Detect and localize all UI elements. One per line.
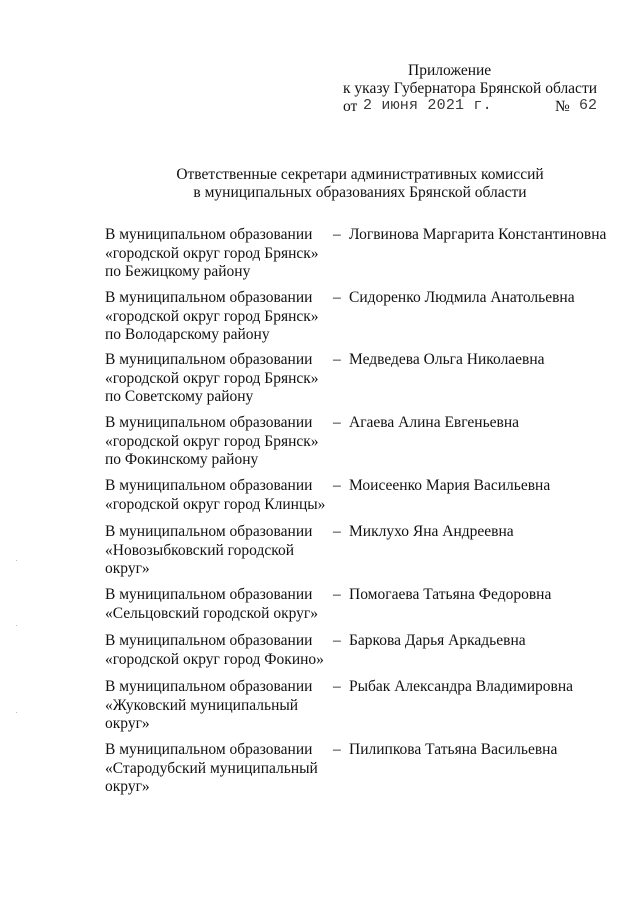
- municipality-line: «Жуковский муниципальный: [105, 696, 299, 714]
- municipality-line: В муниципальном образовании: [105, 477, 313, 494]
- municipality-line: В муниципальном образовании: [105, 523, 313, 540]
- municipality-line: «городской округ город Клинцы»: [105, 495, 326, 513]
- municipality-line: по Володарскому району: [105, 326, 270, 343]
- number-label: №: [555, 98, 570, 115]
- municipality-line: «городской округ город Брянск»: [105, 369, 319, 387]
- dash-separator: –: [333, 523, 341, 540]
- municipality-line: «Сельцовский городской округ»: [105, 604, 318, 622]
- municipality-line: «Стародубский муниципальный: [105, 759, 318, 777]
- municipality-description: [105, 523, 330, 579]
- municipality-line: по Советскому району: [105, 388, 254, 405]
- municipality-line: округ»: [105, 778, 150, 795]
- municipality-line: «Новозыбковский городской: [105, 541, 295, 559]
- appendix-decree-reference: к указу Губернатора Брянской области: [343, 80, 598, 97]
- secretary-name: Агаева Алина Евгеньевна: [349, 414, 520, 431]
- secretary-name-cell: [333, 289, 575, 308]
- secretary-name-cell: [333, 678, 573, 697]
- municipality-line: В муниципальном образовании: [105, 586, 313, 603]
- appendix-title: Приложение: [408, 62, 492, 79]
- scan-edge-mark: [16, 560, 17, 561]
- appendix-header: [343, 62, 603, 116]
- from-label: от: [343, 98, 358, 115]
- secretary-name: Медведева Ольга Николаевна: [349, 351, 545, 368]
- dash-separator: –: [333, 414, 341, 431]
- municipality-line: В муниципальном образовании: [105, 741, 313, 758]
- municipality-description: [105, 586, 330, 623]
- municipality-description: [105, 741, 330, 797]
- municipality-line: В муниципальном образовании: [105, 414, 313, 431]
- municipality-line: В муниципальном образовании: [105, 632, 313, 649]
- secretary-name: Сидоренко Людмила Анатольевна: [349, 289, 575, 306]
- municipality-line: В муниципальном образовании: [105, 289, 313, 306]
- municipality-description: [105, 351, 330, 407]
- secretary-name-cell: [333, 632, 526, 651]
- secretary-name: Баркова Дарья Аркадьевна: [349, 632, 526, 649]
- secretary-name-cell: [333, 523, 514, 542]
- date-stamp: 2 июня 2021 г.: [363, 97, 492, 114]
- municipality-line: В муниципальном образовании: [105, 226, 313, 243]
- number-stamp: 62: [579, 97, 598, 114]
- municipality-description: [105, 289, 330, 345]
- municipality-description: [105, 477, 330, 514]
- dash-separator: –: [333, 586, 341, 603]
- municipality-line: по Бежицкому району: [105, 263, 251, 280]
- secretary-name-cell: [333, 414, 519, 433]
- municipality-line: В муниципальном образовании: [105, 678, 313, 695]
- secretary-name: Моисеенко Мария Васильевна: [349, 477, 551, 494]
- municipality-line: по Фокинскому району: [105, 451, 259, 468]
- municipality-line: «городской округ город Брянск»: [105, 244, 319, 262]
- municipality-line: «городской округ город Брянск»: [105, 432, 319, 450]
- municipality-description: [105, 678, 330, 734]
- dash-separator: –: [333, 477, 341, 494]
- dash-separator: –: [333, 226, 341, 243]
- secretary-name-cell: [333, 351, 545, 370]
- secretary-name: Рыбак Александра Владимировна: [349, 678, 574, 695]
- secretary-name: Логвинова Маргарита Константиновна: [349, 226, 607, 243]
- dash-separator: –: [333, 632, 341, 649]
- appendix-date-number-line: [343, 98, 603, 116]
- document-title: [0, 166, 640, 202]
- dash-separator: –: [333, 351, 341, 368]
- secretary-name-cell: [333, 226, 606, 245]
- secretary-name-cell: [333, 741, 557, 760]
- municipality-line: «городской округ город Брянск»: [105, 307, 319, 325]
- municipality-description: [105, 226, 330, 282]
- secretary-name: Миклухо Яна Андреевна: [349, 523, 514, 540]
- dash-separator: –: [333, 289, 341, 306]
- dash-separator: –: [333, 741, 341, 758]
- municipality-line: округ»: [105, 560, 150, 577]
- municipality-description: [105, 632, 330, 669]
- dash-separator: –: [333, 678, 341, 695]
- document-title-line-2: в муниципальных образованиях Брянской области: [193, 184, 527, 201]
- secretary-name: Помогаева Татьяна Федоровна: [349, 586, 552, 603]
- document-title-line-1: Ответственные секретари административных комиссий: [176, 166, 544, 183]
- scan-edge-mark: [16, 625, 17, 626]
- scan-edge-mark: [16, 712, 17, 713]
- municipality-description: [105, 414, 330, 470]
- secretary-name-cell: [333, 586, 551, 605]
- secretary-name-cell: [333, 477, 550, 496]
- municipality-line: В муниципальном образовании: [105, 351, 313, 368]
- municipality-line: округ»: [105, 715, 150, 732]
- municipality-line: «городской округ город Фокино»: [105, 650, 324, 668]
- secretary-name: Пилипкова Татьяна Васильевна: [349, 741, 558, 758]
